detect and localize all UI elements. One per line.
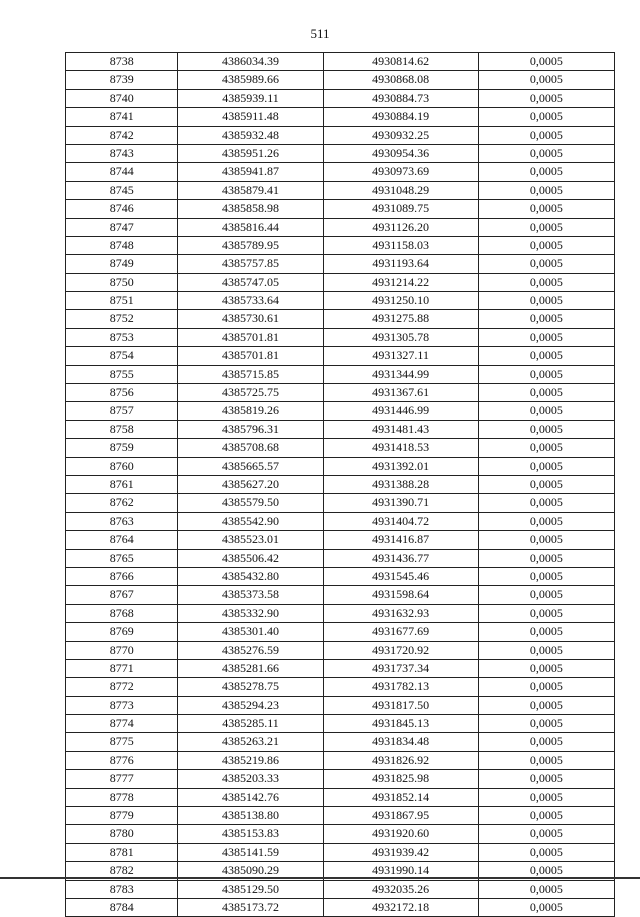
point-number-cell: 8757 (66, 402, 178, 419)
x-coordinate-cell: 4385701.81 (178, 347, 323, 364)
value-cell: 0,0005 (529, 219, 563, 234)
table-row (66, 844, 614, 862)
x-coordinate-cell: 4385941.87 (178, 163, 323, 180)
x-coordinate-cell: 4385627.20 (178, 476, 323, 493)
table-row (66, 531, 614, 549)
x-coordinate-cell: 4385733.64 (178, 292, 323, 309)
x-coordinate-cell: 4385757.85 (178, 255, 323, 272)
y-coordinate-cell: 4931852.14 (324, 789, 479, 806)
table-row (66, 642, 614, 660)
table-row (66, 715, 614, 733)
x-coordinate-cell: 4385523.01 (178, 531, 323, 548)
point-number-cell: 8738 (66, 53, 178, 70)
y-coordinate-cell: 4931481.43 (324, 421, 479, 438)
value-cell: 0,0005 (529, 366, 563, 381)
point-number-cell: 8761 (66, 476, 178, 493)
point-number-cell: 8771 (66, 660, 178, 677)
x-coordinate-cell: 4385276.59 (178, 642, 323, 659)
y-coordinate-cell: 4931392.01 (324, 458, 479, 475)
y-coordinate-cell: 4931390.71 (324, 494, 479, 511)
y-coordinate-cell: 4931737.34 (324, 660, 479, 677)
value-cell: 0,0005 (529, 513, 563, 528)
y-coordinate-cell: 4931677.69 (324, 623, 479, 640)
table-row (66, 71, 614, 89)
y-coordinate-cell: 4931327.11 (324, 347, 479, 364)
value-cell: 0,0005 (529, 550, 563, 565)
point-number-cell: 8741 (66, 108, 178, 125)
x-coordinate-cell: 4385819.26 (178, 402, 323, 419)
table-row (66, 90, 614, 108)
y-coordinate-cell: 4930884.73 (324, 90, 479, 107)
point-number-cell: 8742 (66, 127, 178, 144)
table-row (66, 733, 614, 751)
y-coordinate-cell: 4931404.72 (324, 513, 479, 530)
y-coordinate-cell: 4931939.42 (324, 844, 479, 861)
x-coordinate-cell: 4385301.40 (178, 623, 323, 640)
table-row (66, 310, 614, 328)
value-cell: 0,0005 (529, 72, 563, 87)
point-number-cell: 8782 (66, 862, 178, 879)
y-coordinate-cell: 4931920.60 (324, 825, 479, 842)
x-coordinate-cell: 4385332.90 (178, 605, 323, 622)
y-coordinate-cell: 4931089.75 (324, 200, 479, 217)
point-number-cell: 8773 (66, 697, 178, 714)
point-number-cell: 8775 (66, 733, 178, 750)
point-number-cell: 8772 (66, 678, 178, 695)
table-row (66, 458, 614, 476)
value-cell: 0,0005 (529, 863, 563, 878)
x-coordinate-cell: 4385173.72 (178, 899, 323, 916)
value-cell: 0,0005 (529, 716, 563, 731)
y-coordinate-cell: 4931416.87 (324, 531, 479, 548)
value-cell: 0,0005 (529, 660, 563, 675)
x-coordinate-cell: 4386034.39 (178, 53, 323, 70)
table-row (66, 752, 614, 770)
value-cell: 0,0005 (529, 679, 563, 694)
y-coordinate-cell: 4931782.13 (324, 678, 479, 695)
point-number-cell: 8743 (66, 145, 178, 162)
y-coordinate-cell: 4931418.53 (324, 439, 479, 456)
x-coordinate-cell: 4385138.80 (178, 807, 323, 824)
value-cell: 0,0005 (529, 348, 563, 363)
value-cell: 0,0005 (529, 90, 563, 105)
x-coordinate-cell: 4385796.31 (178, 421, 323, 438)
y-coordinate-cell: 4932035.26 (324, 881, 479, 898)
value-cell: 0,0005 (529, 274, 563, 289)
coordinates-table (65, 52, 615, 917)
table-row (66, 899, 614, 917)
value-cell: 0,0005 (529, 421, 563, 436)
table-row (66, 402, 614, 420)
point-number-cell: 8768 (66, 605, 178, 622)
y-coordinate-cell: 4931867.95 (324, 807, 479, 824)
table-row (66, 274, 614, 292)
table-row (66, 255, 614, 273)
table-row (66, 476, 614, 494)
point-number-cell: 8784 (66, 899, 178, 916)
table-row (66, 494, 614, 512)
table-row (66, 439, 614, 457)
y-coordinate-cell: 4931720.92 (324, 642, 479, 659)
point-number-cell: 8767 (66, 586, 178, 603)
value-cell: 0,0005 (529, 752, 563, 767)
y-coordinate-cell: 4931598.64 (324, 586, 479, 603)
table-row (66, 52, 614, 71)
point-number-cell: 8747 (66, 219, 178, 236)
table-row (66, 825, 614, 843)
y-coordinate-cell: 4931446.99 (324, 402, 479, 419)
point-number-cell: 8780 (66, 825, 178, 842)
value-cell: 0,0005 (529, 127, 563, 142)
y-coordinate-cell: 4931344.99 (324, 366, 479, 383)
y-coordinate-cell: 4930932.25 (324, 127, 479, 144)
point-number-cell: 8745 (66, 182, 178, 199)
table-row (66, 163, 614, 181)
x-coordinate-cell: 4385281.66 (178, 660, 323, 677)
value-cell: 0,0005 (529, 440, 563, 455)
point-number-cell: 8762 (66, 494, 178, 511)
table-row (66, 421, 614, 439)
point-number-cell: 8764 (66, 531, 178, 548)
table-row (66, 219, 614, 237)
y-coordinate-cell: 4931158.03 (324, 237, 479, 254)
x-coordinate-cell: 4385278.75 (178, 678, 323, 695)
y-coordinate-cell: 4931126.20 (324, 219, 479, 236)
x-coordinate-cell: 4385879.41 (178, 182, 323, 199)
x-coordinate-cell: 4385203.33 (178, 770, 323, 787)
table-row (66, 513, 614, 531)
value-cell: 0,0005 (529, 311, 563, 326)
point-number-cell: 8744 (66, 163, 178, 180)
x-coordinate-cell: 4385579.50 (178, 494, 323, 511)
y-coordinate-cell: 4931214.22 (324, 274, 479, 291)
x-coordinate-cell: 4385747.05 (178, 274, 323, 291)
table-row (66, 347, 614, 365)
x-coordinate-cell: 4385129.50 (178, 881, 323, 898)
point-number-cell: 8752 (66, 310, 178, 327)
table-row (66, 384, 614, 402)
x-coordinate-cell: 4385506.42 (178, 550, 323, 567)
point-number-cell: 8777 (66, 770, 178, 787)
table-row (66, 605, 614, 623)
point-number-cell: 8750 (66, 274, 178, 291)
value-cell: 0,0005 (529, 899, 563, 914)
x-coordinate-cell: 4385730.61 (178, 310, 323, 327)
y-coordinate-cell: 4931545.46 (324, 568, 479, 585)
y-coordinate-cell: 4930868.08 (324, 71, 479, 88)
value-cell: 0,0005 (529, 495, 563, 510)
point-number-cell: 8756 (66, 384, 178, 401)
x-coordinate-cell: 4385932.48 (178, 127, 323, 144)
y-coordinate-cell: 4931436.77 (324, 550, 479, 567)
point-number-cell: 8776 (66, 752, 178, 769)
table-row (66, 127, 614, 145)
point-number-cell: 8770 (66, 642, 178, 659)
value-cell: 0,0005 (529, 458, 563, 473)
table-row (66, 329, 614, 347)
table-row (66, 770, 614, 788)
x-coordinate-cell: 4385789.95 (178, 237, 323, 254)
point-number-cell: 8766 (66, 568, 178, 585)
value-cell: 0,0005 (529, 789, 563, 804)
x-coordinate-cell: 4385263.21 (178, 733, 323, 750)
x-coordinate-cell: 4385285.11 (178, 715, 323, 732)
table-row (66, 200, 614, 218)
table-row (66, 182, 614, 200)
y-coordinate-cell: 4931193.64 (324, 255, 479, 272)
y-coordinate-cell: 4931048.29 (324, 182, 479, 199)
point-number-cell: 8774 (66, 715, 178, 732)
x-coordinate-cell: 4385708.68 (178, 439, 323, 456)
value-cell: 0,0005 (529, 568, 563, 583)
x-coordinate-cell: 4385725.75 (178, 384, 323, 401)
x-coordinate-cell: 4385701.81 (178, 329, 323, 346)
point-number-cell: 8754 (66, 347, 178, 364)
y-coordinate-cell: 4931367.61 (324, 384, 479, 401)
point-number-cell: 8763 (66, 513, 178, 530)
value-cell: 0,0005 (529, 403, 563, 418)
value-cell: 0,0005 (529, 237, 563, 252)
y-coordinate-cell: 4931834.48 (324, 733, 479, 750)
x-coordinate-cell: 4385816.44 (178, 219, 323, 236)
y-coordinate-cell: 4930814.62 (324, 53, 479, 70)
point-number-cell: 8781 (66, 844, 178, 861)
y-coordinate-cell: 4931845.13 (324, 715, 479, 732)
point-number-cell: 8751 (66, 292, 178, 309)
page-number: 511 (310, 26, 330, 41)
value-cell: 0,0005 (529, 734, 563, 749)
table-row (66, 678, 614, 696)
y-coordinate-cell: 4931250.10 (324, 292, 479, 309)
x-coordinate-cell: 4385432.80 (178, 568, 323, 585)
value-cell: 0,0005 (529, 881, 563, 896)
point-number-cell: 8749 (66, 255, 178, 272)
value-cell: 0,0005 (529, 293, 563, 308)
value-cell: 0,0005 (529, 697, 563, 712)
value-cell: 0,0005 (529, 771, 563, 786)
x-coordinate-cell: 4385153.83 (178, 825, 323, 842)
table-row (66, 237, 614, 255)
point-number-cell: 8746 (66, 200, 178, 217)
y-coordinate-cell: 4931275.88 (324, 310, 479, 327)
y-coordinate-cell: 4931825.98 (324, 770, 479, 787)
table-row (66, 568, 614, 586)
value-cell: 0,0005 (529, 476, 563, 491)
x-coordinate-cell: 4385939.11 (178, 90, 323, 107)
x-coordinate-cell: 4385911.48 (178, 108, 323, 125)
value-cell: 0,0005 (529, 844, 563, 859)
point-number-cell: 8739 (66, 71, 178, 88)
point-number-cell: 8758 (66, 421, 178, 438)
table-row (66, 108, 614, 126)
table-row (66, 623, 614, 641)
point-number-cell: 8783 (66, 881, 178, 898)
point-number-cell: 8759 (66, 439, 178, 456)
value-cell: 0,0005 (529, 642, 563, 657)
y-coordinate-cell: 4931826.92 (324, 752, 479, 769)
x-coordinate-cell: 4385951.26 (178, 145, 323, 162)
table-row (66, 881, 614, 899)
y-coordinate-cell: 4931817.50 (324, 697, 479, 714)
value-cell: 0,0005 (529, 182, 563, 197)
value-cell: 0,0005 (529, 826, 563, 841)
value-cell: 0,0005 (529, 385, 563, 400)
y-coordinate-cell: 4931388.28 (324, 476, 479, 493)
y-coordinate-cell: 4930973.69 (324, 163, 479, 180)
point-number-cell: 8748 (66, 237, 178, 254)
x-coordinate-cell: 4385858.98 (178, 200, 323, 217)
x-coordinate-cell: 4385373.58 (178, 586, 323, 603)
value-cell: 0,0005 (529, 145, 563, 160)
bottom-rule (0, 877, 640, 879)
x-coordinate-cell: 4385294.23 (178, 697, 323, 714)
x-coordinate-cell: 4385715.85 (178, 366, 323, 383)
point-number-cell: 8755 (66, 366, 178, 383)
table-row (66, 789, 614, 807)
point-number-cell: 8778 (66, 789, 178, 806)
point-number-cell: 8779 (66, 807, 178, 824)
value-cell: 0,0005 (529, 329, 563, 344)
y-coordinate-cell: 4930884.19 (324, 108, 479, 125)
table-row (66, 292, 614, 310)
value-cell: 0,0005 (529, 256, 563, 271)
value-cell: 0,0005 (529, 109, 563, 124)
x-coordinate-cell: 4385665.57 (178, 458, 323, 475)
value-cell: 0,0005 (529, 605, 563, 620)
table-row (66, 660, 614, 678)
x-coordinate-cell: 4385090.29 (178, 862, 323, 879)
point-number-cell: 8769 (66, 623, 178, 640)
point-number-cell: 8753 (66, 329, 178, 346)
table-row (66, 807, 614, 825)
value-cell: 0,0005 (529, 624, 563, 639)
table-row (66, 586, 614, 604)
value-cell: 0,0005 (529, 54, 563, 68)
y-coordinate-cell: 4930954.36 (324, 145, 479, 162)
table-row (66, 145, 614, 163)
point-number-cell: 8760 (66, 458, 178, 475)
point-number-cell: 8765 (66, 550, 178, 567)
x-coordinate-cell: 4385542.90 (178, 513, 323, 530)
table-row (66, 366, 614, 384)
value-cell: 0,0005 (529, 532, 563, 547)
value-cell: 0,0005 (529, 808, 563, 823)
x-coordinate-cell: 4385141.59 (178, 844, 323, 861)
value-cell: 0,0005 (529, 164, 563, 179)
y-coordinate-cell: 4931632.93 (324, 605, 479, 622)
y-coordinate-cell: 4932172.18 (324, 899, 479, 916)
y-coordinate-cell: 4931305.78 (324, 329, 479, 346)
x-coordinate-cell: 4385142.76 (178, 789, 323, 806)
y-coordinate-cell: 4931990.14 (324, 862, 479, 879)
x-coordinate-cell: 4385989.66 (178, 71, 323, 88)
table-row (66, 550, 614, 568)
point-number-cell: 8740 (66, 90, 178, 107)
value-cell: 0,0005 (529, 587, 563, 602)
x-coordinate-cell: 4385219.86 (178, 752, 323, 769)
table-row (66, 697, 614, 715)
value-cell: 0,0005 (529, 201, 563, 216)
